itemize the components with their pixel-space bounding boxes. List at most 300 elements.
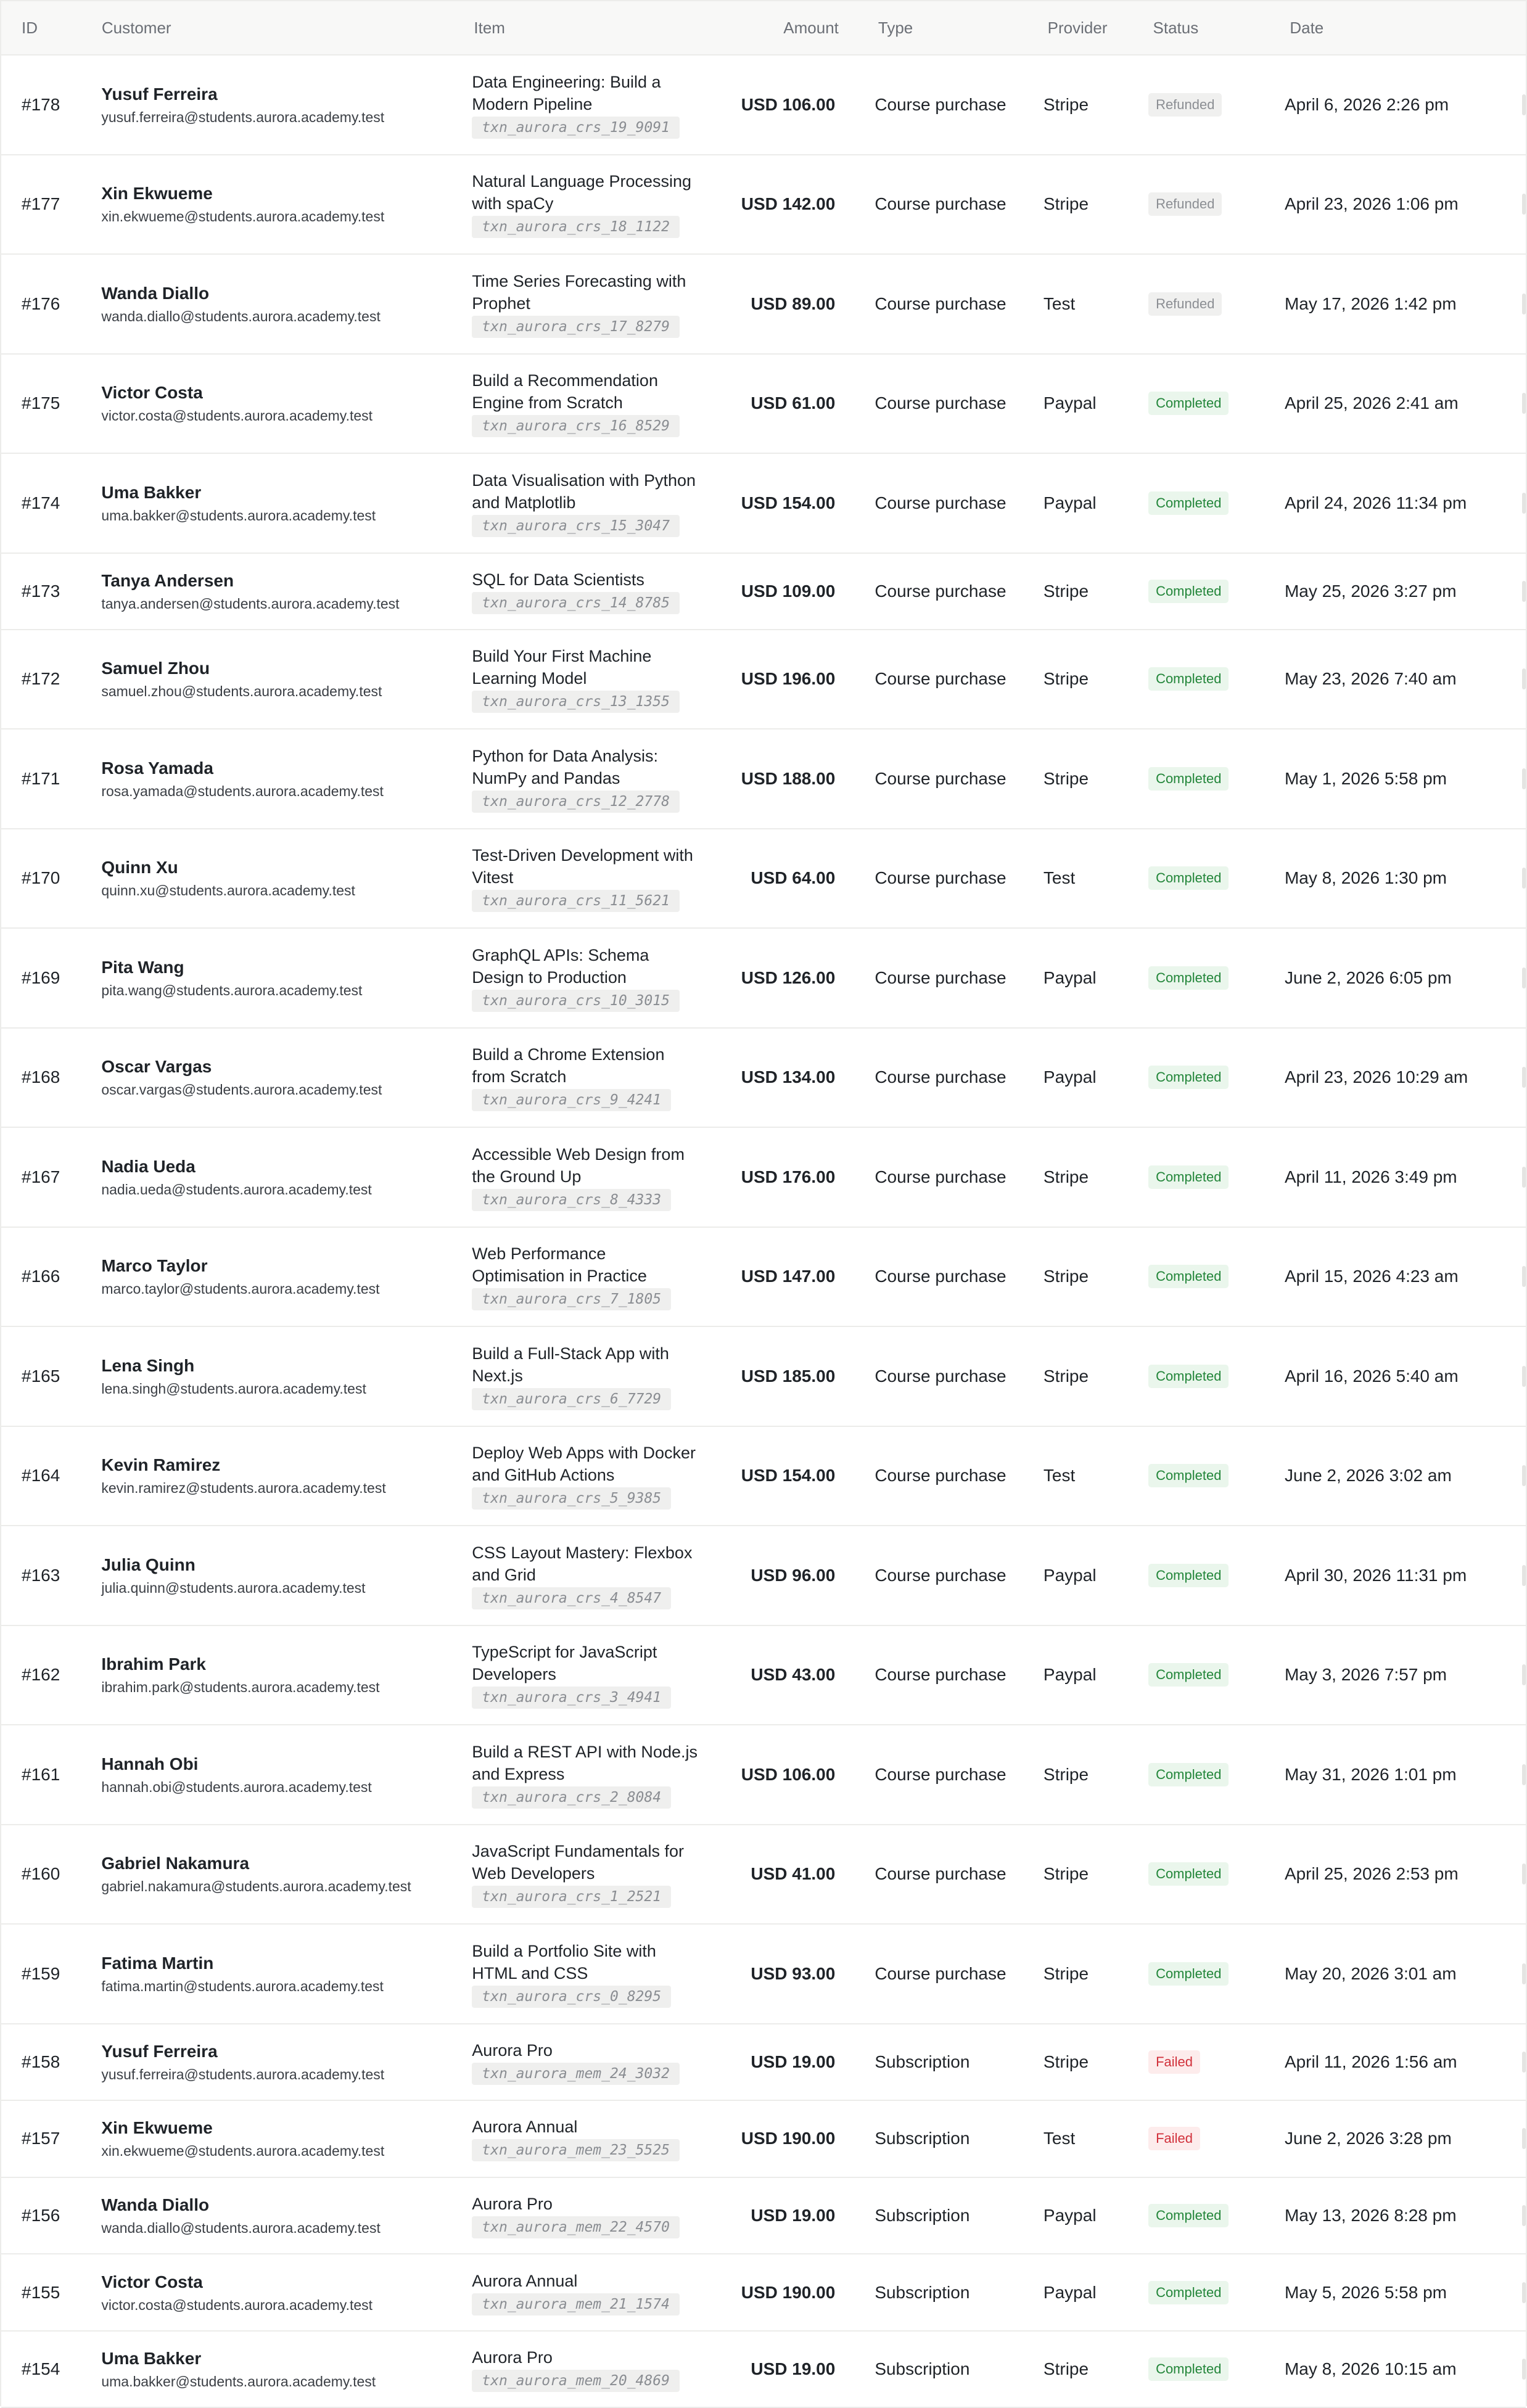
row-date	[1285, 194, 1520, 214]
row-status	[1148, 1663, 1285, 1687]
transaction-date: April 25, 2026 2:53 pm	[1284, 1864, 1459, 1884]
row-id	[1, 393, 101, 413]
table-row[interactable]	[1, 1327, 1526, 1427]
header-id[interactable]: ID	[22, 18, 38, 37]
customer-name[interactable]: Kevin Ramirez	[101, 1455, 221, 1475]
row-type	[835, 2359, 1043, 2379]
row-type	[835, 95, 1043, 115]
row-customer	[101, 382, 472, 425]
table-row[interactable]	[1, 729, 1526, 829]
customer-name[interactable]: Pita Wang	[101, 957, 184, 977]
customer-name[interactable]: Uma Bakker	[101, 2349, 202, 2369]
row-amount	[727, 2052, 835, 2072]
row-status	[1148, 192, 1285, 216]
row-amount	[727, 2283, 835, 2303]
transaction-type: Course purchase	[875, 581, 1006, 601]
table-row[interactable]	[1, 1029, 1526, 1128]
row-type	[835, 393, 1043, 413]
transaction-type: Course purchase	[875, 669, 1006, 689]
row-amount	[727, 1665, 835, 1685]
row-id	[1, 1267, 101, 1286]
customer-email: victor.costa@students.aurora.academy.test	[101, 408, 373, 424]
customer-name[interactable]: Samuel Zhou	[101, 659, 210, 678]
row-actions	[1520, 294, 1526, 314]
payment-provider: Stripe	[1043, 2359, 1089, 2379]
customer-name[interactable]: Rosa Yamada	[101, 758, 213, 778]
table-row[interactable]	[1, 2254, 1526, 2332]
amount-value: USD 109.00	[741, 581, 836, 601]
row-status	[1148, 1464, 1285, 1487]
transaction-type: Course purchase	[875, 1267, 1006, 1286]
row-customer	[101, 570, 472, 613]
payment-provider: Paypal	[1043, 393, 1097, 413]
row-actions-handle[interactable]	[1522, 668, 1526, 689]
table-row[interactable]	[1, 2024, 1526, 2102]
customer-email: fatima.martin@students.aurora.academy.test	[101, 1978, 384, 1994]
row-date	[1285, 1864, 1520, 1884]
table-body	[1, 55, 1526, 2408]
row-item	[472, 2346, 727, 2392]
row-id	[1, 1665, 101, 1685]
row-type	[835, 1366, 1043, 1386]
row-item	[472, 1442, 727, 1510]
row-actions-handle[interactable]	[1522, 1266, 1526, 1287]
row-customer	[101, 183, 472, 226]
row-provider	[1043, 1167, 1148, 1187]
row-actions	[1520, 2359, 1526, 2380]
transaction-reference: txn_aurora_crs_1_2521	[472, 1886, 671, 1908]
transaction-reference: txn_aurora_crs_5_9385	[472, 1487, 671, 1510]
row-actions-handle[interactable]	[1522, 2205, 1526, 2226]
customer-name[interactable]: Hannah Obi	[101, 1754, 199, 1773]
row-item	[472, 745, 727, 813]
item-name: Aurora Pro	[472, 2348, 553, 2367]
table-row[interactable]	[1, 630, 1526, 730]
status-badge: Completed	[1148, 1365, 1229, 1388]
row-date	[1285, 1466, 1520, 1485]
transaction-date: April 6, 2026 2:26 pm	[1284, 94, 1449, 114]
table-row[interactable]	[1, 1427, 1526, 1527]
transaction-date: May 13, 2026 8:28 pm	[1284, 2205, 1457, 2225]
row-id	[1, 1566, 101, 1585]
customer-email: tanya.andersen@students.aurora.academy.test	[101, 595, 400, 612]
row-provider	[1043, 294, 1148, 314]
table-row[interactable]	[1, 255, 1526, 355]
payment-provider: Stripe	[1043, 1167, 1089, 1186]
customer-name[interactable]: Wanda Diallo	[101, 2195, 210, 2214]
row-actions	[1520, 1067, 1526, 1088]
row-actions	[1520, 1465, 1526, 1486]
row-date	[1285, 1566, 1520, 1585]
row-date	[1285, 581, 1520, 601]
status-badge: Completed	[1148, 1663, 1229, 1687]
table-row[interactable]	[1, 1526, 1526, 1626]
customer-name[interactable]: Victor Costa	[101, 2272, 203, 2291]
row-amount	[727, 194, 835, 214]
header-status[interactable]: Status	[1153, 18, 1199, 37]
item-name: Aurora Annual	[472, 2271, 578, 2290]
transaction-reference: txn_aurora_crs_18_1122	[472, 216, 680, 238]
table-row[interactable]	[1, 554, 1526, 630]
row-amount	[727, 1067, 835, 1087]
transaction-id: #177	[22, 194, 60, 214]
payment-provider: Stripe	[1043, 1366, 1089, 1386]
customer-email: kevin.ramirez@students.aurora.academy.test	[101, 1480, 386, 1497]
transaction-reference: txn_aurora_crs_17_8279	[472, 316, 680, 338]
payment-provider: Stripe	[1043, 768, 1089, 788]
transaction-id: #162	[22, 1665, 60, 1685]
row-type	[835, 669, 1043, 689]
amount-value: USD 89.00	[751, 294, 836, 313]
payment-provider: Paypal	[1043, 1665, 1097, 1685]
row-actions-handle[interactable]	[1522, 1565, 1526, 1586]
row-actions-handle[interactable]	[1522, 581, 1526, 602]
status-badge: Completed	[1148, 2281, 1229, 2304]
row-id	[1, 968, 101, 988]
transaction-id: #168	[22, 1067, 60, 1087]
row-item	[472, 645, 727, 713]
row-id	[1, 2283, 101, 2303]
row-actions	[1520, 868, 1526, 889]
item-name: GraphQL APIs: Schema Design to Production	[472, 945, 649, 987]
row-item	[472, 1940, 727, 2008]
row-actions	[1520, 768, 1526, 789]
customer-name[interactable]: Gabriel Nakamura	[101, 1854, 250, 1873]
customer-name[interactable]: Xin Ekwueme	[101, 2118, 213, 2138]
table-row[interactable]	[1, 929, 1526, 1029]
row-item	[472, 1043, 727, 1111]
transaction-reference: txn_aurora_crs_13_1355	[472, 691, 680, 713]
row-actions-handle[interactable]	[1522, 768, 1526, 789]
row-date	[1285, 868, 1520, 888]
customer-name[interactable]: Tanya Andersen	[101, 570, 234, 590]
status-badge: Refunded	[1148, 93, 1222, 117]
customer-name[interactable]: Yusuf Ferreira	[101, 2041, 218, 2061]
row-item	[472, 2270, 727, 2316]
row-status	[1148, 1265, 1285, 1288]
transaction-date: June 2, 2026 3:28 pm	[1284, 2129, 1452, 2148]
table-row[interactable]	[1, 1925, 1526, 2024]
transaction-date: April 23, 2026 1:06 pm	[1284, 194, 1459, 214]
customer-email: hannah.obi@students.aurora.academy.test	[101, 1778, 372, 1795]
status-badge: Completed	[1148, 491, 1229, 515]
amount-value: USD 19.00	[751, 2205, 836, 2225]
row-status	[1148, 2204, 1285, 2227]
transaction-reference: txn_aurora_crs_2_8084	[472, 1786, 671, 1809]
row-actions-handle[interactable]	[1522, 194, 1526, 215]
transaction-id: #165	[22, 1366, 60, 1386]
row-status	[1148, 966, 1285, 990]
row-provider	[1043, 868, 1148, 888]
item-name: Data Visualisation with Python and Matplotlib	[472, 471, 696, 512]
transaction-id: #163	[22, 1565, 60, 1585]
transaction-type: Subscription	[875, 2205, 970, 2225]
customer-name[interactable]: Julia Quinn	[101, 1555, 196, 1574]
customer-email: marco.taylor@students.aurora.academy.test	[101, 1281, 380, 1297]
table-row[interactable]	[1, 2178, 1526, 2255]
transaction-type: Subscription	[875, 2359, 970, 2379]
item-name: SQL for Data Scientists	[472, 570, 644, 589]
table-row[interactable]	[1, 155, 1526, 255]
row-provider	[1043, 2359, 1148, 2379]
table-row[interactable]	[1, 55, 1526, 155]
status-badge: Completed	[1148, 392, 1229, 415]
amount-value: USD 43.00	[751, 1665, 836, 1685]
row-status	[1148, 1763, 1285, 1786]
row-provider	[1043, 669, 1148, 689]
row-status	[1148, 580, 1285, 603]
row-provider	[1043, 393, 1148, 413]
table-row[interactable]	[1, 1228, 1526, 1328]
status-badge: Failed	[1148, 2050, 1200, 2074]
table-row[interactable]	[1, 454, 1526, 554]
row-status	[1148, 1066, 1285, 1089]
customer-name[interactable]: Wanda Diallo	[101, 283, 210, 303]
row-amount	[727, 1566, 835, 1585]
row-type	[835, 1167, 1043, 1187]
row-amount	[727, 1167, 835, 1187]
row-actions-handle[interactable]	[1522, 868, 1526, 889]
row-actions-handle[interactable]	[1522, 2128, 1526, 2149]
header-provider[interactable]: Provider	[1047, 18, 1108, 37]
row-id	[1, 2206, 101, 2225]
row-provider	[1043, 1765, 1148, 1785]
header-date[interactable]: Date	[1290, 18, 1324, 37]
row-actions-handle[interactable]	[1522, 1664, 1526, 1685]
item-name: Test-Driven Development with Vitest	[472, 846, 693, 887]
transaction-id: #167	[22, 1167, 60, 1186]
transaction-date: May 20, 2026 3:01 am	[1284, 1963, 1457, 1983]
row-actions	[1520, 581, 1526, 602]
row-date	[1285, 2129, 1520, 2148]
transaction-date: June 2, 2026 3:02 am	[1284, 1466, 1452, 1485]
row-status	[1148, 667, 1285, 691]
table-row[interactable]	[1, 2101, 1526, 2178]
row-item	[472, 2039, 727, 2085]
customer-name[interactable]: Uma Bakker	[101, 482, 202, 502]
transaction-type: Course purchase	[875, 1067, 1006, 1087]
row-amount	[727, 868, 835, 888]
amount-value: USD 106.00	[741, 1764, 836, 1784]
header-type[interactable]: Type	[878, 18, 913, 37]
transaction-date: May 31, 2026 1:01 pm	[1284, 1764, 1457, 1784]
row-id	[1, 2129, 101, 2148]
transaction-type: Course purchase	[875, 94, 1006, 114]
customer-email: xin.ekwueme@students.aurora.academy.test	[101, 208, 385, 225]
row-actions-handle[interactable]	[1522, 1864, 1526, 1884]
transaction-id: #178	[22, 94, 60, 114]
row-item	[472, 170, 727, 238]
row-actions	[1520, 1266, 1526, 1287]
row-customer	[101, 482, 472, 525]
row-type	[835, 1566, 1043, 1585]
row-actions-handle[interactable]	[1522, 2359, 1526, 2380]
payment-provider: Stripe	[1043, 194, 1089, 214]
row-amount	[727, 769, 835, 789]
amount-value: USD 154.00	[741, 1466, 836, 1485]
status-badge: Completed	[1148, 1862, 1229, 1886]
table-row[interactable]	[1, 1626, 1526, 1726]
table-row[interactable]	[1, 1128, 1526, 1228]
row-item	[472, 2193, 727, 2238]
row-actions-handle[interactable]	[1522, 94, 1526, 115]
row-actions-handle[interactable]	[1522, 2282, 1526, 2303]
row-type	[835, 1067, 1043, 1087]
transaction-type: Subscription	[875, 2282, 970, 2302]
row-amount	[727, 1267, 835, 1286]
row-provider	[1043, 581, 1148, 601]
row-date	[1285, 1665, 1520, 1685]
amount-value: USD 126.00	[741, 968, 836, 987]
row-item	[472, 1143, 727, 1211]
status-badge: Completed	[1148, 667, 1229, 691]
transaction-id: #159	[22, 1963, 60, 1983]
customer-email: pita.wang@students.aurora.academy.test	[101, 982, 363, 998]
row-provider	[1043, 2129, 1148, 2148]
payment-provider: Paypal	[1043, 2205, 1097, 2225]
customer-name[interactable]: Ibrahim Park	[101, 1654, 206, 1674]
table-row[interactable]	[1, 355, 1526, 454]
header-amount[interactable]: Amount	[783, 18, 839, 37]
row-actions	[1520, 493, 1526, 514]
transaction-date: April 15, 2026 4:23 am	[1284, 1267, 1459, 1286]
row-customer	[101, 1156, 472, 1199]
table-header	[1, 0, 1526, 55]
header-customer[interactable]: Customer	[101, 18, 171, 37]
row-id	[1, 2052, 101, 2072]
transaction-id: #176	[22, 294, 60, 313]
row-actions	[1520, 668, 1526, 689]
transaction-type: Course purchase	[875, 1167, 1006, 1186]
transaction-reference: txn_aurora_crs_15_3047	[472, 515, 680, 537]
row-actions-handle[interactable]	[1522, 1764, 1526, 1785]
row-actions	[1520, 2128, 1526, 2149]
row-customer	[101, 2117, 472, 2160]
transaction-date: May 3, 2026 7:57 pm	[1284, 1665, 1447, 1685]
row-actions-handle[interactable]	[1522, 393, 1526, 414]
transaction-date: May 17, 2026 1:42 pm	[1284, 294, 1457, 313]
row-item	[472, 71, 727, 139]
item-name: Build a Full-Stack App with Next.js	[472, 1344, 669, 1385]
row-type	[835, 968, 1043, 988]
customer-name[interactable]: Quinn Xu	[101, 858, 178, 877]
customer-email: julia.quinn@students.aurora.academy.test	[101, 1579, 366, 1596]
row-actions-handle[interactable]	[1522, 1465, 1526, 1486]
status-badge: Completed	[1148, 767, 1229, 791]
row-id	[1, 1366, 101, 1386]
payment-provider: Test	[1043, 294, 1076, 313]
row-actions-handle[interactable]	[1522, 493, 1526, 514]
customer-email: oscar.vargas@students.aurora.academy.test	[101, 1082, 382, 1098]
customer-name[interactable]: Oscar Vargas	[101, 1057, 212, 1077]
row-item	[472, 1243, 727, 1310]
header-item[interactable]: Item	[474, 18, 505, 37]
row-actions	[1520, 94, 1526, 115]
transaction-date: April 30, 2026 11:31 pm	[1284, 1565, 1467, 1585]
payment-provider: Stripe	[1043, 1963, 1089, 1983]
customer-email: ibrahim.park@students.aurora.academy.test	[101, 1679, 380, 1696]
row-amount	[727, 493, 835, 513]
transaction-date: April 24, 2026 11:34 pm	[1284, 493, 1467, 512]
row-actions-handle[interactable]	[1522, 1067, 1526, 1088]
amount-value: USD 93.00	[751, 1963, 836, 1983]
customer-name[interactable]: Lena Singh	[101, 1355, 195, 1375]
row-actions-handle[interactable]	[1522, 1963, 1526, 1984]
table-row[interactable]	[1, 829, 1526, 929]
row-customer	[101, 2348, 472, 2391]
row-amount	[727, 2359, 835, 2379]
row-actions	[1520, 1366, 1526, 1387]
item-name: Natural Language Processing with spaCy	[472, 172, 692, 213]
customer-email: yusuf.ferreira@students.aurora.academy.test	[101, 109, 385, 125]
customer-name[interactable]: Fatima Martin	[101, 1953, 214, 1973]
row-id	[1, 1167, 101, 1187]
item-name: Deploy Web Apps with Docker and GitHub Actions	[472, 1444, 696, 1485]
row-actions-handle[interactable]	[1522, 968, 1526, 988]
customer-name[interactable]: Xin Ekwueme	[101, 184, 213, 203]
row-status	[1148, 491, 1285, 515]
row-type	[835, 581, 1043, 601]
row-actions-handle[interactable]	[1522, 1366, 1526, 1387]
table-row[interactable]	[1, 2332, 1526, 2408]
row-actions	[1520, 1764, 1526, 1785]
row-customer	[101, 956, 472, 1000]
row-actions	[1520, 2282, 1526, 2303]
row-status	[1148, 1165, 1285, 1189]
customer-email: wanda.diallo@students.aurora.academy.test	[101, 2219, 381, 2236]
transaction-date: May 1, 2026 5:58 pm	[1284, 768, 1447, 788]
row-item	[472, 1342, 727, 1410]
row-provider	[1043, 1665, 1148, 1685]
amount-value: USD 64.00	[751, 868, 836, 888]
row-actions-handle[interactable]	[1522, 294, 1526, 314]
row-actions-handle[interactable]	[1522, 1167, 1526, 1188]
row-provider	[1043, 1067, 1148, 1087]
row-customer	[101, 2194, 472, 2237]
table-row[interactable]	[1, 1825, 1526, 1925]
row-actions	[1520, 2205, 1526, 2226]
transaction-reference: txn_aurora_crs_11_5621	[472, 890, 680, 912]
row-type	[835, 294, 1043, 314]
row-actions-handle[interactable]	[1522, 2052, 1526, 2073]
row-id	[1, 1864, 101, 1884]
transaction-id: #161	[22, 1764, 60, 1784]
status-badge: Refunded	[1148, 192, 1222, 216]
status-badge: Completed	[1148, 966, 1229, 990]
row-item	[472, 469, 727, 537]
transaction-id: #164	[22, 1466, 60, 1485]
row-type	[835, 1765, 1043, 1785]
customer-name[interactable]: Nadia Ueda	[101, 1156, 196, 1176]
table-row[interactable]	[1, 1725, 1526, 1825]
customer-name[interactable]: Marco Taylor	[101, 1256, 208, 1276]
row-type	[835, 493, 1043, 513]
row-customer	[101, 2040, 472, 2084]
amount-value: USD 134.00	[741, 1067, 836, 1087]
transaction-date: April 11, 2026 3:49 pm	[1284, 1167, 1457, 1186]
row-date	[1285, 95, 1520, 115]
row-item	[472, 1542, 727, 1609]
row-provider	[1043, 2283, 1148, 2303]
transaction-type: Course purchase	[875, 868, 1006, 888]
customer-email: rosa.yamada@students.aurora.academy.test	[101, 783, 384, 799]
payment-provider: Paypal	[1043, 1565, 1097, 1585]
customer-name[interactable]: Victor Costa	[101, 383, 203, 403]
amount-value: USD 154.00	[741, 493, 836, 512]
amount-value: USD 19.00	[751, 2359, 836, 2379]
row-status	[1148, 866, 1285, 890]
customer-name[interactable]: Yusuf Ferreira	[101, 84, 218, 104]
